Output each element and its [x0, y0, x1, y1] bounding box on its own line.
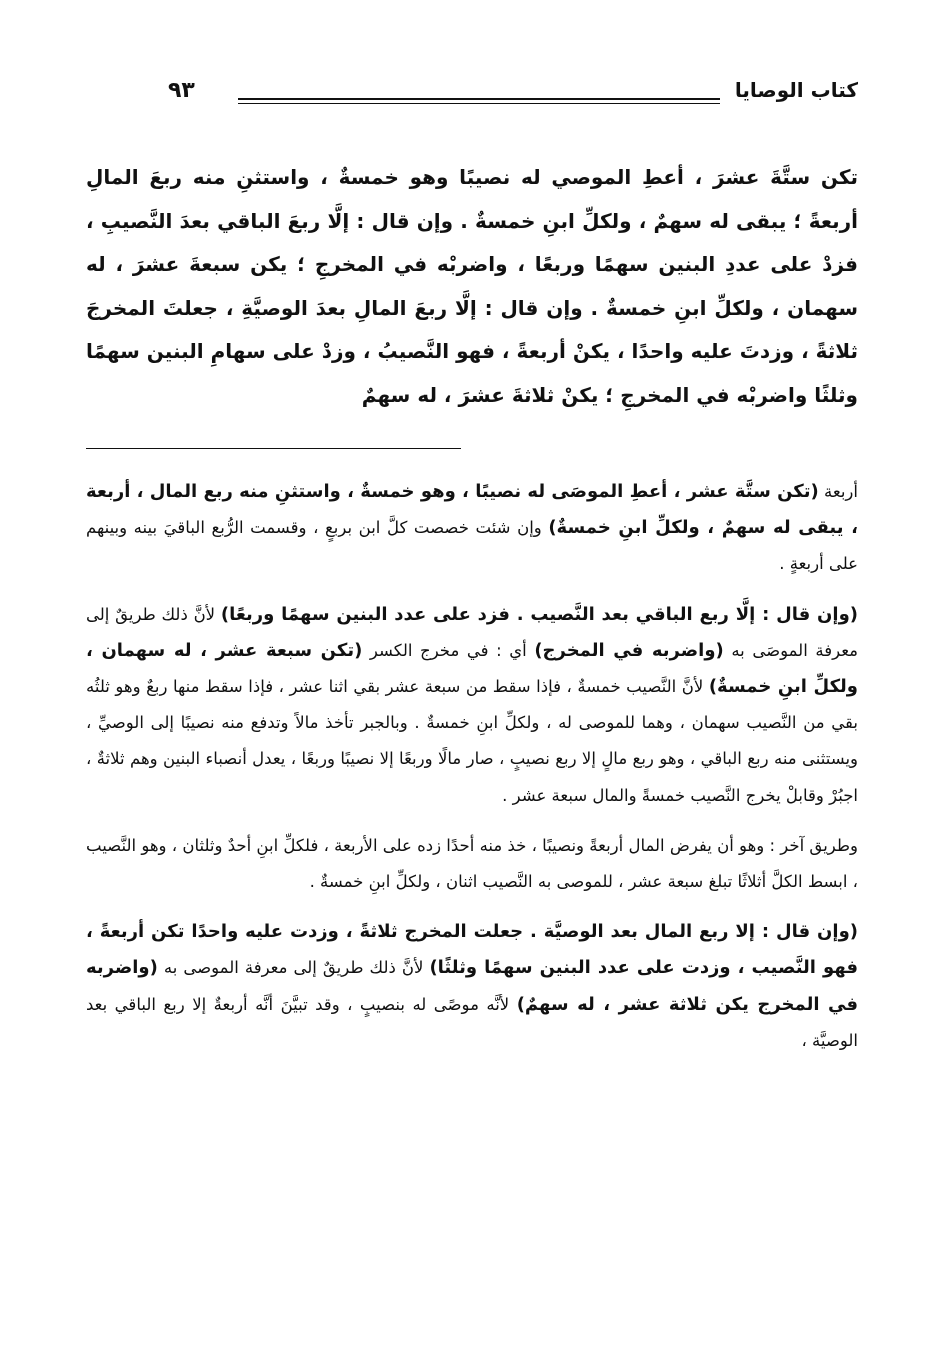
header-rule [238, 98, 720, 100]
main-text [86, 156, 858, 417]
footnote-separator [86, 448, 461, 449]
commentary-text: أربعة [818, 482, 858, 501]
commentary-text: لأنَّ ذلك طريقٌ إلى معرفة الموصى به [157, 958, 430, 978]
commentary [86, 474, 858, 1073]
commentary-paragraph-3: وطريق آخر : وهو أن يفرض المال أربعةً ونصيبًا ، خذ منه أحدًا زده على الأربعة ، فلكلِّ ابنِ أحدٌ وثلثان ، وهو النَّصيب ، ابسط الكلَّ أثلاثًا تبلغ سبعة عشر ، للموصى به النَّصيب اثنان ، ولكلِّ ابنِ خمسةٌ . [86, 835, 858, 892]
quoted-matn: (وإن قال : إلا ربع المال بعد الوصيَّة . جعلت المخرج ثلاثةً ، وزدت عليه واحدًا تكن أربعةً ، فهو النَّصيب ، وزدت على عدد البنين سهمًا وثلثًا) [86, 921, 858, 979]
running-title: كتاب الوصايا [734, 78, 858, 102]
commentary-text: أي : في مخرج الكسر [362, 640, 535, 660]
commentary-text: وإن شئت خصصت كلَّ ابن بربعٍ ، وقسمت الرُّبع الباقيَ بينه وبينهم على أربعةٍ . [86, 518, 858, 574]
commentary-paragraph-2 [86, 597, 858, 814]
header-rule-thin [238, 103, 720, 104]
commentary-text: لأنَّه موصًى له بنصيبٍ ، وقد تبيَّنَ أنَّه أربعةٌ إلا ربع الباقي بعد الوصيَّة ، [86, 994, 858, 1050]
page-header [168, 78, 858, 122]
commentary-paragraph-1 [86, 474, 858, 583]
quoted-matn: (تكن ستَّة عشر ، أعطِ الموصَى له نصيبًا ، وهو خمسةٌ ، واستثنِ منه ربع المال ، أربعة ، يبقى له سهمٌ ، ولكلِّ ابنِ خمسةٌ) [86, 481, 858, 539]
quoted-matn: (واضربه في المخرج يكن ثلاثة عشر ، له سهمٌ) [86, 957, 858, 1015]
commentary-text: لأنَّ النَّصيب خمسةٌ ، فإذا سقط من سبعة عشر بقي اثنا عشر ، فإذا سقط منها ربعٌ وهو ثلثُه بقي من النَّصيب سهمان ، وهما للموصى له ، ولكلِّ ابنِ خمسةٌ . وبالجبر تأخذ مالاً وتدفع منه نصيبًا إلى الوصيِّ ، ويستثنى منه ربع الباقي ، وهو ربع مالٍ إلا ربع نصيبٍ ، صار مالًا وربعًا إلا نصيبًا وربعًا ، يعدل أنصباء البنين وهم ثلاثةٌ ، اجبُرْ وقابلْ يخرج النَّصيب خمسةً والمال سبعة عشر . [86, 677, 858, 805]
commentary-paragraph-4 [86, 914, 858, 1059]
quoted-matn: (وإن قال : إلَّا ربع الباقي بعد النَّصيب . فزد على عدد البنين سهمًا وربعًا) [220, 603, 858, 625]
commentary-text: لأنَّ ذلك طريقٌ إلى معرفة الموصَى به [86, 604, 858, 660]
quoted-matn: (واضربه في المخرج) [534, 639, 724, 661]
page-number: ٩٣ [168, 78, 195, 103]
quoted-matn: (تكن سبعة عشر ، له سهمان ، ولكلِّ ابنِ خمسةٌ) [86, 639, 858, 698]
main-text-paragraph: تكن ستَّةَ عشرَ ، أعطِ الموصي له نصيبًا وهو خمسةٌ ، واستثنِ منه ربعَ المالِ أربعةً ؛ يبقى له سهمٌ ، ولكلِّ ابنِ خمسةٌ . وإن قال : إلَّا ربعَ الباقي بعدَ النَّصيبِ ، فزدْ على عددِ البنين سهمًا وربعًا ، واضربْه في المخرجِ ؛ يكن سبعةَ عشرَ ، له سهمان ، ولكلِّ ابنِ خمسةٌ . وإن قال : إلَّا ربعَ المالِ بعدَ الوصيَّةِ ، جعلتَ المخرجَ ثلاثةً ، وزدتَ عليه واحدًا ، يكنْ أربعةً ، فهو النَّصيبُ ، وزدْ على سهامِ البنين سهمًا وثلثًا واضربْه في المخرجِ ؛ يكنْ ثلاثةَ عشرَ ، له سهمٌ [86, 165, 858, 407]
